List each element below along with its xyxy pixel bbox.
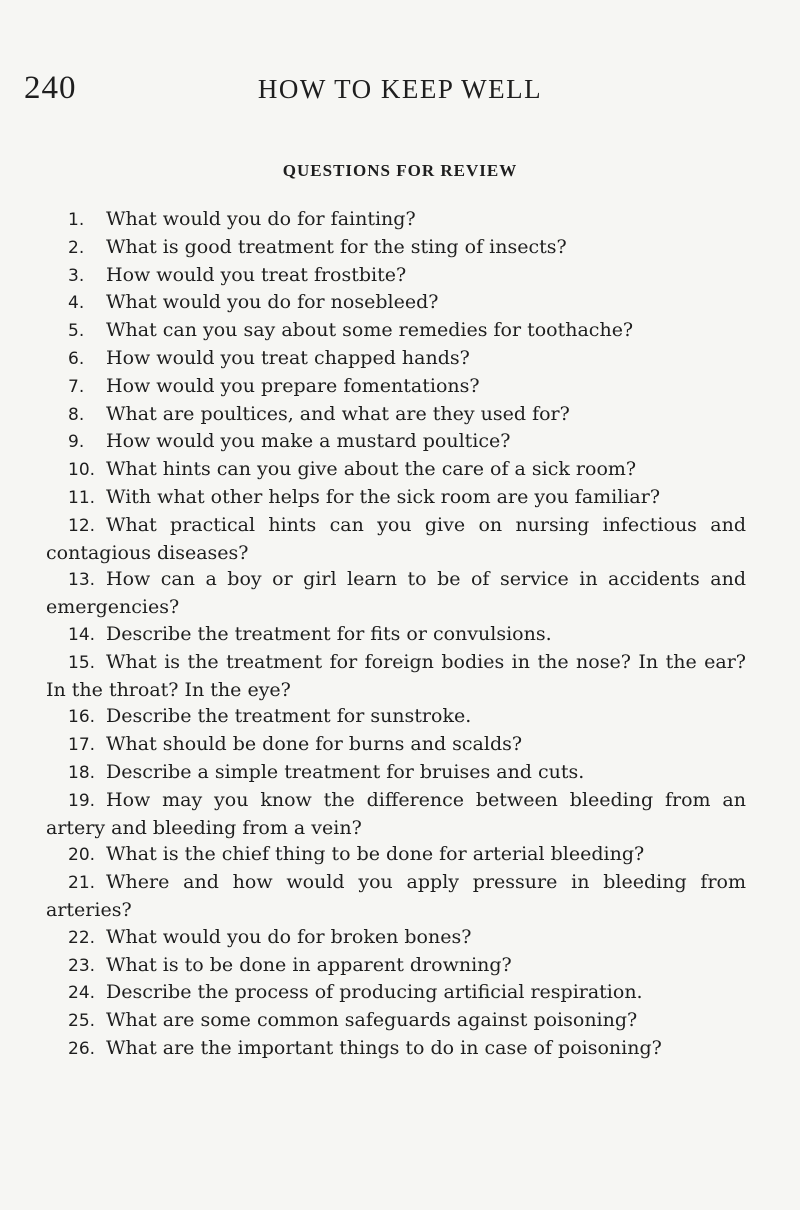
question-item (46, 952, 746, 980)
question-text: What hints can you give about the care of a sick room? (106, 458, 637, 481)
question-number: 23. (68, 955, 96, 976)
question-item (46, 566, 746, 621)
question-number: 1. (68, 210, 85, 230)
question-number: 14. (68, 624, 96, 645)
question-text: What is good treatment for the sting of insects? (106, 235, 567, 258)
question-item (46, 289, 746, 317)
question-number: 9. (68, 432, 85, 453)
question-item (46, 456, 746, 484)
question-item (46, 317, 746, 345)
question-number: 4. (68, 293, 85, 314)
question-text: How may you know the difference between bleeding from an artery and bleeding from a vein? (46, 788, 746, 839)
question-text: What would you do for fainting? (106, 208, 416, 230)
question-text: What are poultices, and what are they used for? (106, 402, 570, 425)
question-list (46, 206, 746, 1063)
question-number: 10. (68, 460, 96, 481)
question-item (46, 234, 746, 262)
question-item (46, 1007, 746, 1035)
question-item (46, 345, 746, 373)
question-item (46, 484, 746, 512)
question-number: 24. (68, 983, 96, 1004)
question-item (46, 649, 746, 704)
question-item (46, 759, 746, 787)
question-number: 6. (68, 348, 85, 369)
question-number: 11. (68, 487, 96, 508)
question-number: 25. (68, 1011, 96, 1032)
running-title: HOW TO KEEP WELL (257, 74, 543, 104)
question-text: How can a boy or girl learn to be of service in accidents and emergencies? (46, 568, 746, 619)
question-text: What are some common safeguards against poisoning? (106, 1009, 638, 1032)
question-item (46, 1035, 746, 1063)
question-item (46, 703, 746, 731)
question-number: 8. (68, 404, 85, 425)
question-number: 15. (68, 652, 96, 673)
page-number: 240 (24, 70, 77, 106)
question-text: With what other helps for the sick room are you familiar? (106, 485, 661, 508)
question-number: 20. (68, 845, 96, 866)
question-item (46, 979, 746, 1007)
question-item (46, 512, 746, 567)
question-number: 5. (68, 321, 85, 342)
question-item (46, 731, 746, 759)
question-text: What would you do for broken bones? (106, 925, 472, 948)
question-text: How would you make a mustard poultice? (106, 430, 511, 453)
question-text: Where and how would you apply pressure in bleeding from arteries? (46, 871, 746, 921)
question-text: What is the chief thing to be done for arterial bleeding? (106, 843, 645, 866)
question-item (46, 373, 746, 401)
question-item (46, 206, 746, 234)
question-item (46, 428, 746, 456)
question-number: 19. (68, 790, 96, 811)
question-text: What is the treatment for foreign bodies in the nose? In the ear? In the throat? In the eye? (46, 650, 746, 701)
section-title: QUESTIONS FOR REVIEW (282, 161, 518, 180)
question-item (46, 787, 746, 842)
question-number: 26. (68, 1038, 96, 1059)
question-text: How would you treat frostbite? (106, 263, 407, 286)
question-item (46, 401, 746, 429)
question-item (46, 924, 746, 952)
question-number: 18. (68, 762, 96, 783)
question-text: Describe the treatment for sunstroke. (106, 705, 472, 728)
question-text: Describe the treatment for fits or convulsions. (106, 622, 552, 645)
question-number: 2. (68, 237, 85, 258)
question-text: Describe a simple treatment for bruises and cuts. (106, 760, 585, 783)
question-item (46, 869, 746, 924)
question-text: How would you prepare fomentations? (106, 374, 480, 397)
question-item (46, 621, 746, 649)
question-text: What are the important things to do in case of poisoning? (106, 1036, 662, 1059)
question-text: What practical hints can you give on nursing infectious and contagious diseases? (46, 513, 746, 564)
question-number: 22. (68, 927, 96, 948)
question-text: Describe the process of producing artificial respiration. (106, 981, 643, 1004)
question-number: 7. (68, 376, 85, 397)
question-text: What is to be done in apparent drowning? (106, 953, 512, 976)
question-item (46, 262, 746, 290)
question-text: What can you say about some remedies for toothache? (106, 319, 634, 342)
question-number: 17. (68, 735, 96, 756)
question-number: 21. (68, 873, 96, 894)
question-number: 16. (68, 707, 96, 728)
question-number: 12. (68, 515, 96, 536)
question-text: What should be done for burns and scalds? (106, 733, 523, 756)
question-number: 13. (68, 570, 96, 591)
question-text: What would you do for nosebleed? (106, 291, 439, 314)
question-number: 3. (68, 265, 85, 286)
question-item (46, 841, 746, 869)
question-text: How would you treat chapped hands? (106, 346, 470, 369)
